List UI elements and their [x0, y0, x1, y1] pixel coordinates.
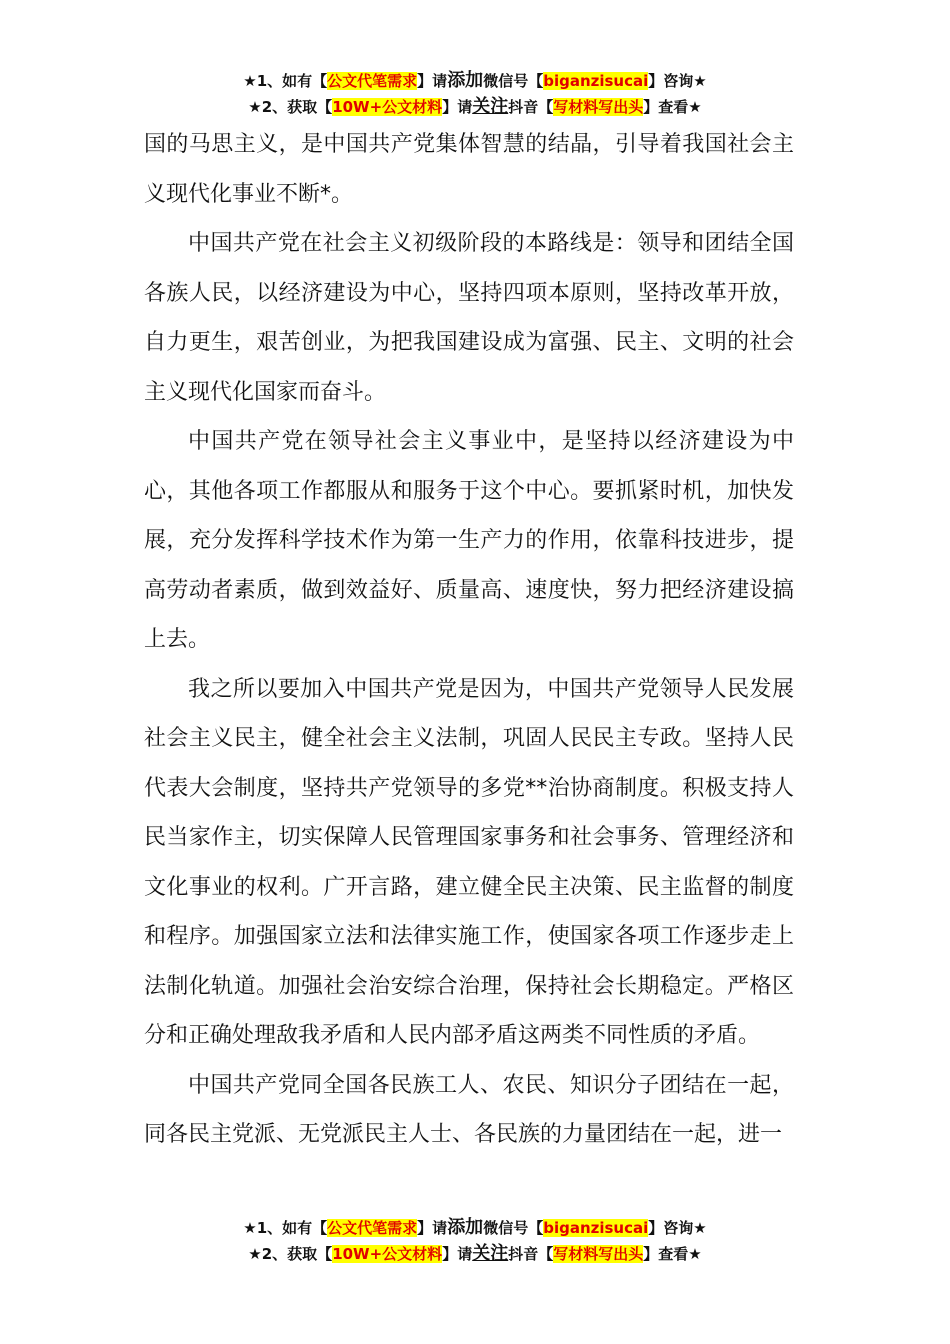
highlight-materials: 10W+公文材料 — [332, 98, 443, 116]
highlight-service: 公文代笔需求 — [327, 72, 418, 90]
footer-line-1: ★1、如有【公文代笔需求】请添加微信号【biganzisucai】咨询★ — [243, 1217, 707, 1238]
emphasis-follow: 关注 — [472, 96, 509, 117]
paragraph-2: 中国共产党在社会主义初级阶段的本路线是：领导和团结全国各族人民，以经济建设为中心，坚持四项本原则，坚持改革开放，自力更生，艰苦创业，为把我国建设成为富强、民主、文明的社会主义现代化国家而奋斗。 — [144, 231, 794, 405]
footer-line-2: ★2、获取【10W+公文材料】请关注抖音【写材料写出头】查看★ — [248, 1243, 702, 1264]
emphasis-follow: 关注 — [472, 1243, 509, 1264]
paragraph-4: 我之所以要加入中国共产党是因为，中国共产党领导人民发展社会主义民主，健全社会主义法制，巩固人民民主专政。坚持人民代表大会制度，坚持共产党领导的多党**治协商制度。积极支持人民当家作主，切实保障人民管理国家事务和社会事务、管理经济和文化事业的权利。广开言路，建立健全民主决策、民主监督的制度和程序。加强国家立法和法律实施工作，使国家各项工作逐步走上法制化轨道。加强社会治安综合治理，保持社会长期稳定。严格区分和正确处理敌我矛盾和人民内部矛盾这两类不同性质的矛盾。 — [144, 676, 794, 1048]
highlight-materials: 10W+公文材料 — [332, 1245, 443, 1263]
banner-line-1: ★1、如有【公文代笔需求】请添加微信号【biganzisucai】咨询★ — [243, 70, 707, 91]
highlight-douyin-id: 写材料写出头 — [553, 1245, 644, 1263]
paragraph-5: 中国共产党同全国各民族工人、农民、知识分子团结在一起，同各民主党派、无党派民主人士、各民族的力量团结在一起，进一 — [144, 1072, 794, 1147]
highlight-douyin-id: 写材料写出头 — [553, 98, 644, 116]
emphasis-add: 添加 — [447, 70, 484, 91]
paragraph-3: 中国共产党在领导社会主义事业中，是坚持以经济建设为中心，其他各项工作都服从和服务于这个中心。要抓紧时机，加快发展，充分发挥科学技术作为第一生产力的作用，依靠科技进步，提高劳动者素质，做到效益好、质量高、速度快，努力把经济建设搞上去。 — [144, 429, 794, 652]
document-body — [144, 120, 794, 1160]
highlight-service: 公文代笔需求 — [327, 1219, 418, 1237]
footer-banner — [0, 1215, 950, 1267]
emphasis-add: 添加 — [447, 1217, 484, 1238]
banner-line-2: ★2、获取【10W+公文材料】请关注抖音【写材料写出头】查看★ — [248, 96, 702, 117]
highlight-wechat-id: biganzisucai — [543, 72, 649, 90]
highlight-wechat-id: biganzisucai — [543, 1219, 649, 1237]
paragraph-1: 国的马思主义，是中国共产党集体智慧的结晶，引导着我国社会主义现代化事业不断*。 — [144, 132, 794, 207]
header-banner — [0, 68, 950, 120]
